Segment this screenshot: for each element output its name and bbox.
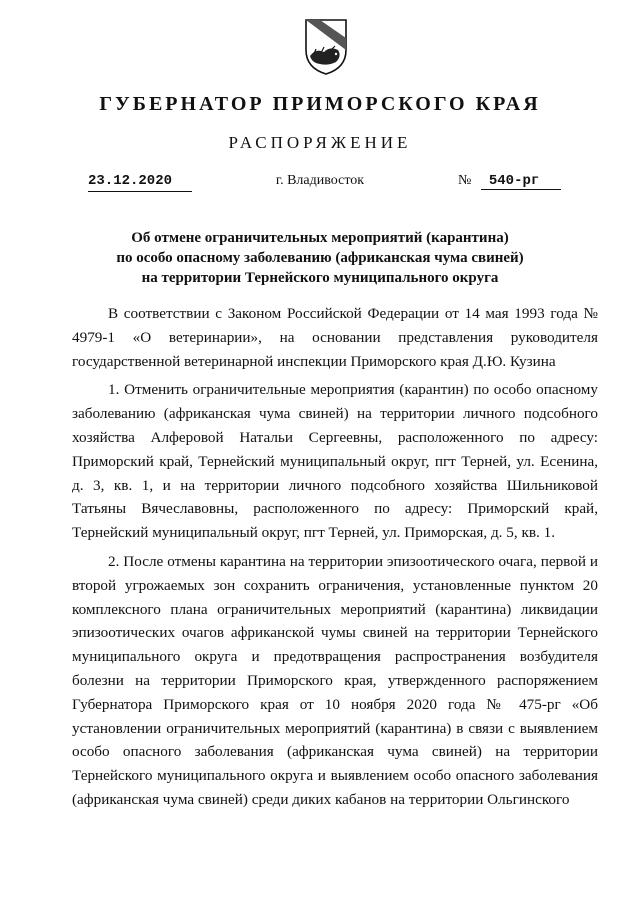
document-city: г. Владивосток: [275, 173, 365, 188]
document-number-field: [458, 173, 561, 190]
coat-of-arms-icon: [302, 16, 350, 76]
document-title: [40, 228, 600, 288]
document-body: [72, 302, 598, 817]
document-type: РАСПОРЯЖЕНИЕ: [228, 133, 412, 152]
document-number: 540-рг: [488, 173, 540, 189]
item-1-paragraph: 1. Отменить ограничительные мероприятия (карантин) по особо опасному заболеванию (африканская чума свиней) на территории личного подсобного хозяйства Алферовой Натальи Сергеевны, расположенного по адресу: Приморский край, Тернейский муниципальный округ, пгт Терней, ул. Есенина, д. 3, кв. 1, и на территории личного подсобного хозяйства Шильниковой Татьяны Вячеславовны, расположенного по адресу: Приморский край, Тернейский муниципальный округ, пгт Терней, ул. Приморская, д. 5, кв. 1.: [72, 381, 598, 542]
number-label: №: [458, 173, 472, 188]
preamble-paragraph: В соответствии с Законом Российской Федерации от 14 мая 1993 года № 4979-1 «О ветеринарии», на основании представления руководителя государственной ветеринарной инспекции Приморского края Д.Ю. Кузина: [72, 305, 598, 370]
document-date: 23.12.2020: [88, 173, 173, 189]
governor-title: ГУБЕРНАТОР ПРИМОРСКОГО КРАЯ: [99, 93, 541, 115]
title-line-3: на территории Тернейского муниципального округа: [141, 270, 499, 286]
item-2-paragraph: 2. После отмены карантина на территории эпизоотического очага, первой и второй угрожаемых зон сохранить ограничения, установленные пунктом 20 комплексного плана ограничительных мероприятий (карантина) ликвидации эпизоотических очагов африканской чумы свиней на территории Тернейского муниципального округа и предотвращения распространения возбудителя болезни на территории Приморского края, утвержденного распоряжением Губернатора Приморского края от 10 ноября 2020 года № 475-рг «Об установлении ограничительных мероприятий (карантина) в связи с выявлением особо опасного заболевания (африканская чума свиней) на территории Тернейского муниципального округа и выявлением особо опасного заболевания (африканская чума свиней) среди диких кабанов на территории Ольгинского: [72, 552, 598, 808]
title-line-1: Об отмене ограничительных мероприятий (карантина): [131, 230, 509, 246]
title-line-2: по особо опасному заболеванию (африканская чума свиней): [116, 250, 524, 266]
